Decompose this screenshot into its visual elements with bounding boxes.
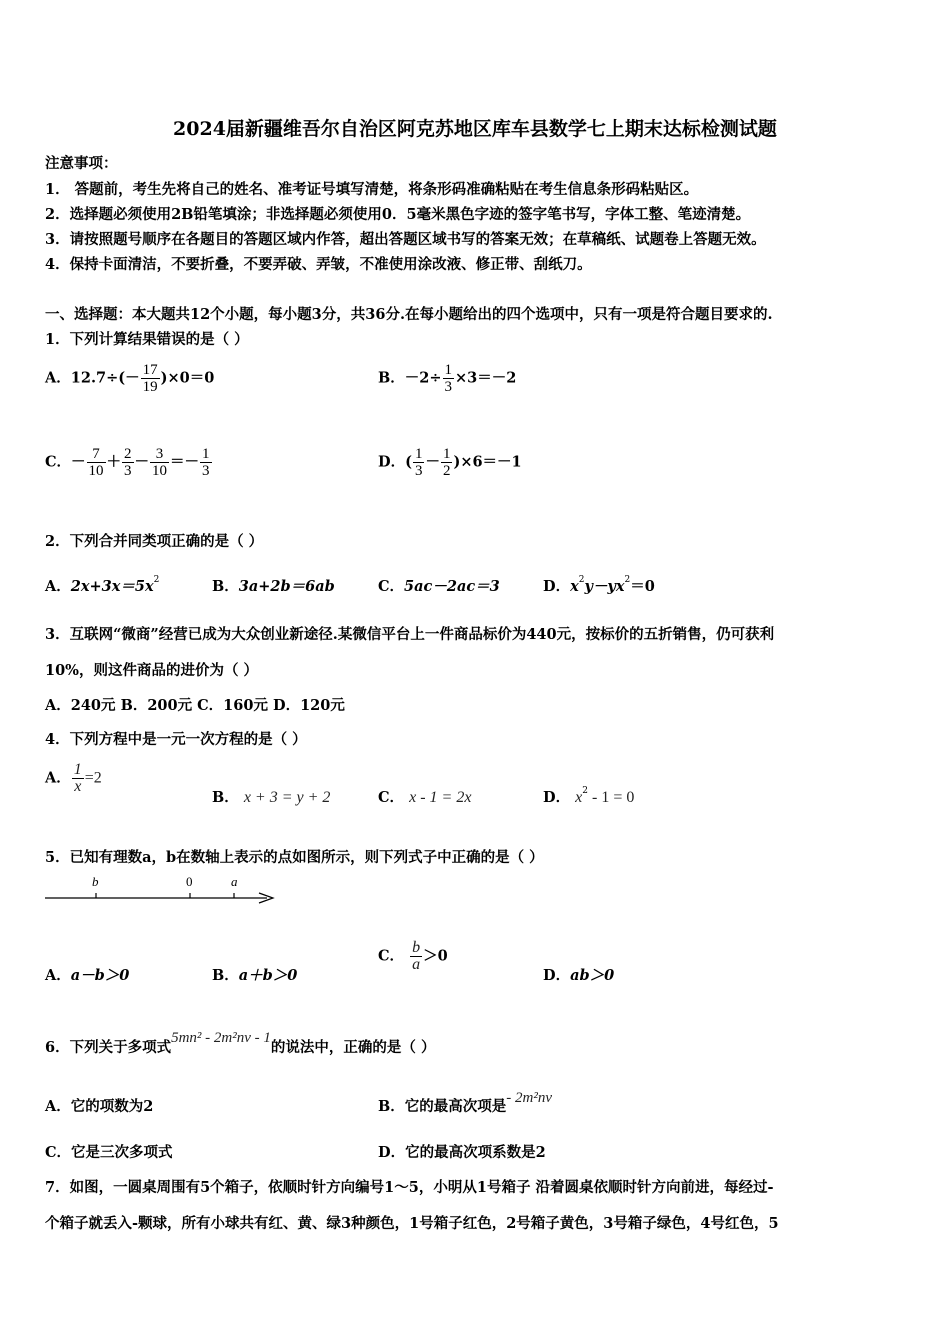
q4-option-b: B． x + 3 = y + 2 xyxy=(212,789,331,806)
section-heading: 一、选择题：本大题共12个小题，每小题3分，共36分.在每小题给出的四个选项中，只有一项是符合题目要求的. xyxy=(45,306,773,323)
q2-option-d: D．$x^2y-yx^2=0$ xyxy=(543,575,655,595)
q1-option-a: A．12.7÷(－ $\frac{17}{19}$ )×0＝0 xyxy=(45,362,215,395)
number-line-svg xyxy=(45,873,277,907)
question-3-stem-cont: 10%，则这件商品的进价为（ ） xyxy=(45,662,259,679)
notice-item: 3．请按照题号顺序在各题目的答题区域内作答，超出答题区域书写的答案无效；在草稿纸、试题卷上答题无效。 xyxy=(45,231,766,248)
notice-heading: 注意事项： xyxy=(45,155,118,172)
q1-option-d: D．( $\frac{1}{3}$ － $\frac{1}{2}$ )×6＝－1 xyxy=(378,446,522,479)
q6-option-b: B．它的最高次项是- 2m²nv xyxy=(378,1090,552,1115)
question-1-stem: 1．下列计算结果错误的是（ ） xyxy=(45,331,249,348)
label-b: b xyxy=(92,874,99,889)
question-5-stem: 5．已知有理数a，b在数轴上表示的点如图所示，则下列式子中正确的是（ ） xyxy=(45,849,544,866)
question-2-stem: 2．下列合并同类项正确的是（ ） xyxy=(45,533,264,550)
question-7-stem: 7．如图，一圆桌周围有5个箱子，依顺时针方向编号1～5，小明从1号箱子 沿着圆桌依顺时针方向前进，每经过- xyxy=(45,1179,774,1196)
q2-option-b: B．3a+2b＝6ab xyxy=(212,578,335,595)
q4-option-a: A． $\frac{1}{x}$ =2 xyxy=(45,761,102,795)
q6-option-d: D．它的最高次项系数是2 xyxy=(378,1144,546,1161)
question-6-stem: 6．下列关于多项式5mn² - 2m²nv - 1的说法中，正确的是（ ） xyxy=(45,1030,436,1056)
question-4-stem: 4．下列方程中是一元一次方程的是（ ） xyxy=(45,731,307,748)
number-line-figure xyxy=(45,873,277,907)
question-3-stem: 3．互联网“微商”经营已成为大众创业新途径.某微信平台上一件商品标价为440元，按标价的五折销售，仍可获利 xyxy=(45,626,775,643)
q1-option-c: C．－ $\frac{7}{10}$ ＋ $\frac{2}{3}$ － $\frac{3}{10}$ ＝－ $\frac{1}{3}$ xyxy=(45,446,210,479)
notice-item: 4．保持卡面清洁，不要折叠，不要弄破、弄皱，不准使用涂改液、修正带、刮纸刀。 xyxy=(45,256,592,273)
q2-option-c: C．5ac－2ac＝3 xyxy=(378,578,500,595)
notice-item: 2．选择题必须使用2B铅笔填涂；非选择题必须使用0．5毫米黑色字迹的签字笔书写，字体工整、笔迹清楚。 xyxy=(45,206,751,223)
label-zero: 0 xyxy=(186,874,193,889)
q5-option-d: D．ab＞0 xyxy=(543,967,615,984)
q6-option-c: C．它是三次多项式 xyxy=(45,1144,173,1161)
notice-item: 1． 答题前，考生先将自己的姓名、准考证号填写清楚，将条形码准确粘贴在考生信息条形码粘贴区。 xyxy=(45,181,699,198)
q4-option-d: D． $x^2 - 1 = 0$ xyxy=(543,786,635,806)
q6-option-a: A．它的项数为2 xyxy=(45,1098,154,1115)
page-title: 2024届新疆维吾尔自治区阿克苏地区库车县数学七上期末达标检测试题 xyxy=(173,118,777,140)
label-a: a xyxy=(231,874,238,889)
q5-option-a: A．a－b＞0 xyxy=(45,967,130,984)
q4-option-c: C． x - 1 = 2x xyxy=(378,789,472,806)
q5-option-b: B．a＋b＞0 xyxy=(212,967,298,984)
question-7-stem-cont: 个箱子就丢入-颗球，所有小球共有红、黄、绿3种颜色，1号箱子红色，2号箱子黄色，3号箱子绿色，4号红色，5 xyxy=(45,1215,779,1232)
q3-options: A．240元 B．200元 C．160元 D．120元 xyxy=(45,697,345,714)
q5-option-c: C． $\frac{b}{a}$ ＞0 xyxy=(378,939,448,973)
q2-option-a: A．$2x+3x=5x^2$ xyxy=(45,575,160,595)
q1-option-b: B．－2÷ $\frac{1}{3}$ ×3＝－2 xyxy=(378,362,517,395)
